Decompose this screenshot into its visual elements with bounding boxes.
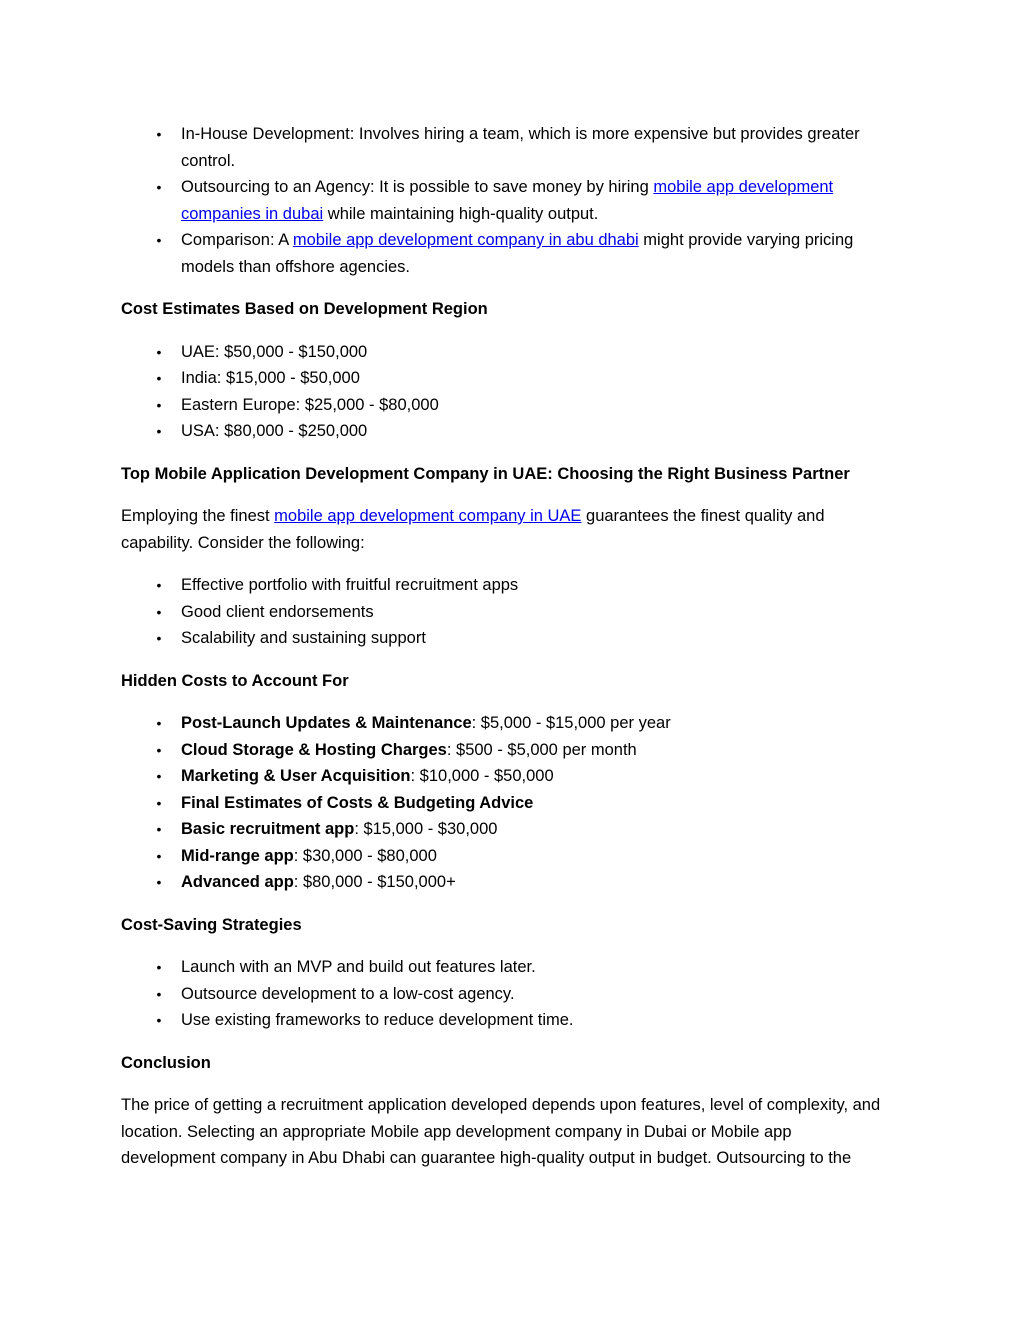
bullet: • [156, 630, 162, 646]
list-item [121, 1007, 881, 1034]
bullet: • [156, 126, 162, 142]
list-item [121, 790, 881, 817]
uae-company-link[interactable]: mobile app development company in UAE [274, 507, 582, 525]
list-item-label: Marketing & User Acquisition [181, 767, 411, 785]
development-options-list [121, 121, 881, 280]
region-heading: Cost Estimates Based on Development Region [121, 300, 488, 318]
in-house-text: In-House Development: Involves hiring a team, which is more expensive but provides greater control. [181, 125, 860, 170]
bullet: • [156, 232, 162, 248]
list-item-text: Good client endorsements [181, 602, 374, 621]
hidden-costs-heading: Hidden Costs to Account For [121, 671, 349, 690]
document-content [121, 121, 881, 1172]
list-item-text: UAE: $50,000 - $150,000 [181, 342, 368, 361]
comparison-text-post: might provide varying pricing models than offshore agencies. [181, 231, 854, 276]
list-item-label: Post-Launch Updates & Maintenance [181, 714, 472, 732]
list-item [121, 763, 881, 790]
list-item [121, 174, 881, 227]
bullet: • [156, 423, 162, 439]
abu-dhabi-company-link[interactable]: mobile app development company in abu dhabi [292, 231, 639, 249]
list-item [121, 365, 881, 392]
list-item-value: : $5,000 - $15,000 per year [471, 714, 671, 732]
list-item [121, 954, 881, 981]
outsourcing-text-post: while maintaining high-quality output. [323, 204, 599, 223]
bullet: • [156, 874, 162, 890]
list-item-text: Launch with an MVP and build out features later. [181, 958, 536, 976]
region-cost-list [121, 339, 881, 445]
paragraph-text-post: guarantees the finest quality and capability. Consider the following: [121, 507, 825, 552]
outsourcing-text-pre: Outsourcing to an Agency: It is possible to save money by hiring [181, 178, 654, 196]
list-item [121, 227, 881, 280]
list-item-text: Outsource development to a low-cost agency. [181, 984, 515, 1003]
bullet: • [156, 959, 162, 975]
list-item-text: Eastern Europe: $25,000 - $80,000 [181, 395, 439, 414]
list-item-value: : $80,000 - $150,000+ [293, 873, 456, 891]
comparison-text-pre: Comparison: A [181, 231, 293, 249]
bullet: • [156, 370, 162, 386]
strategies-list [121, 954, 881, 1034]
bullet: • [156, 821, 162, 837]
bullet: • [156, 768, 162, 784]
top-company-heading: Top Mobile Application Development Company in UAE: Choosing the Right Business Partner [121, 464, 850, 483]
list-item-label: Basic recruitment app [181, 820, 355, 838]
bullet: • [156, 396, 162, 413]
bullet: • [156, 577, 162, 593]
list-item-value: : $30,000 - $80,000 [293, 846, 437, 865]
bullet: • [156, 343, 162, 360]
strategies-heading: Cost-Saving Strategies [121, 915, 302, 934]
list-item [121, 572, 881, 599]
bullet: • [156, 1012, 162, 1028]
conclusion-paragraph: The price of getting a recruitment application developed depends upon features, level of complexity, and location. Selecting an appropriate Mobile app development company in Dubai or Mobile app development company in Abu Dhabi can guarantee high-quality output in budget. Outsourcing to the [121, 1096, 881, 1167]
top-company-paragraph [121, 503, 881, 556]
list-item-value: : $500 - $5,000 per month [446, 740, 637, 759]
list-item-label: Cloud Storage & Hosting Charges [181, 740, 447, 759]
list-item-text: India: $15,000 - $50,000 [181, 369, 360, 387]
list-item [121, 737, 881, 764]
list-item [121, 121, 881, 174]
bullet: • [156, 794, 162, 811]
list-item-value: : $10,000 - $50,000 [410, 767, 554, 785]
list-item-label: Final Estimates of Costs & Budgeting Advice [181, 793, 534, 812]
bullet: • [156, 715, 162, 731]
bullet: • [156, 847, 162, 864]
list-item-label: Mid-range app [181, 846, 294, 865]
list-item [121, 981, 881, 1008]
list-item [121, 418, 881, 445]
list-item-label: Advanced app [181, 873, 294, 891]
conclusion-heading: Conclusion [121, 1053, 211, 1072]
bullet: • [156, 741, 162, 758]
list-item [121, 710, 881, 737]
list-item-value: : $15,000 - $30,000 [354, 820, 498, 838]
dubai-companies-link[interactable]: mobile app development companies in dubai [181, 178, 834, 223]
list-item [121, 339, 881, 366]
list-item-text: Effective portfolio with fruitful recruitment apps [181, 576, 519, 594]
list-item [121, 392, 881, 419]
partner-criteria-list [121, 572, 881, 652]
bullet: • [156, 179, 162, 195]
bullet: • [156, 603, 162, 620]
list-item-text: USA: $80,000 - $250,000 [181, 422, 368, 440]
list-item [121, 869, 881, 896]
list-item-text: Scalability and sustaining support [181, 629, 426, 647]
list-item [121, 843, 881, 870]
bullet: • [156, 985, 162, 1002]
list-item-text: Use existing frameworks to reduce development time. [181, 1011, 574, 1029]
paragraph-text-pre: Employing the finest [121, 507, 275, 525]
list-item [121, 625, 881, 652]
list-item [121, 599, 881, 626]
list-item [121, 816, 881, 843]
hidden-costs-list [121, 710, 881, 896]
